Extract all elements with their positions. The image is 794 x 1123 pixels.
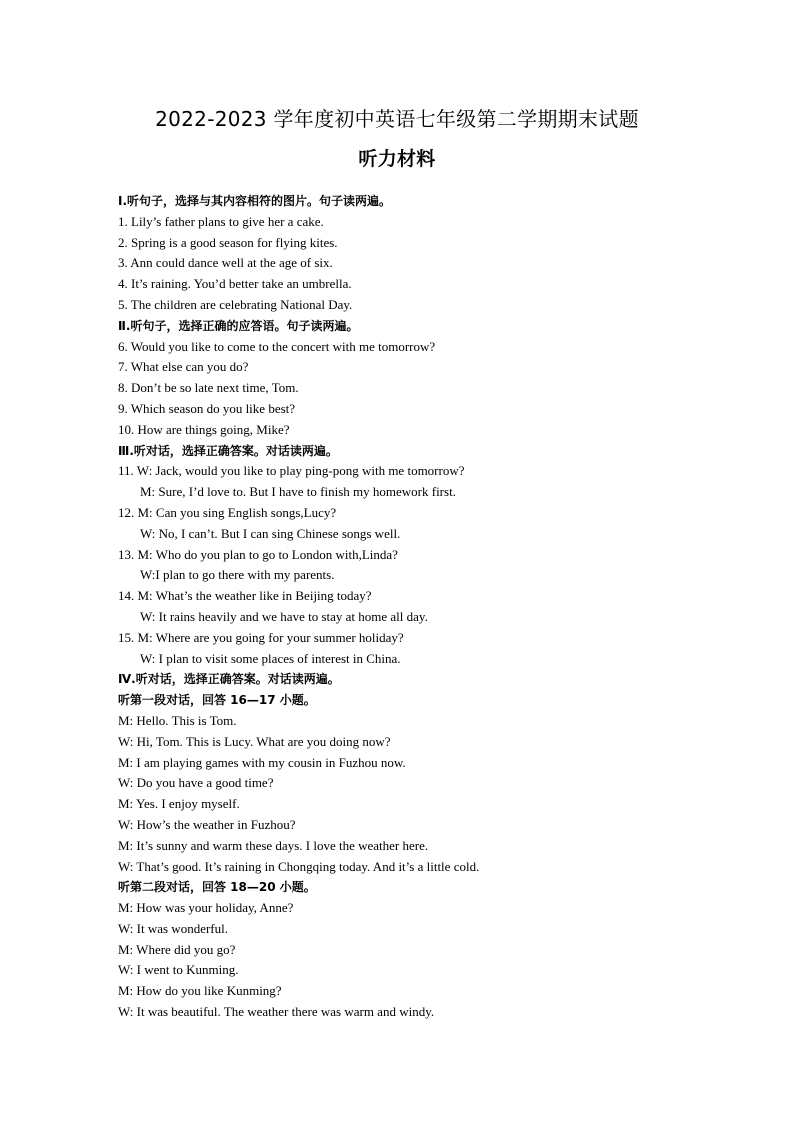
text-line: 6. Would you like to come to the concert with me tomorrow? (118, 338, 436, 354)
text-line: M: I am playing games with my cousin in Fuzhou now. (118, 754, 406, 770)
text-line: 10. How are things going, Mike? (118, 421, 290, 437)
text-line: 4. It’s raining. You’d better take an umbrella. (118, 276, 352, 292)
text-line: W: I plan to visit some places of interest in China. (140, 650, 401, 666)
listening-material-body (118, 191, 678, 1023)
text-line: M: Yes. I enjoy myself. (118, 796, 240, 812)
text-line: 9. Which season do you like best? (118, 400, 296, 416)
section-heading: 听第二段对话，回答 18—20 小题。 (118, 880, 316, 895)
text-line: W: I went to Kunming. (118, 962, 239, 978)
text-line: 11. W: Jack, would you like to play ping-pong with me tomorrow? (118, 463, 465, 479)
section-heading: Ⅲ.听对话，选择正确答案。对话读两遍。 (118, 443, 338, 458)
text-line: 12. M: Can you sing English songs,Lucy? (118, 504, 337, 520)
text-line: M: How do you like Kunming? (118, 983, 282, 999)
text-line: W: It was wonderful. (118, 920, 228, 936)
text-line: M: Where did you go? (118, 941, 236, 957)
text-line: W: It rains heavily and we have to stay at home all day. (140, 608, 428, 624)
section-heading: Ⅳ.听对话，选择正确答案。对话读两遍。 (118, 672, 340, 687)
section-heading: 听第一段对话，回答 16—17 小题。 (118, 693, 316, 708)
text-line: M: Hello. This is Tom. (118, 712, 237, 728)
text-line: W:I plan to go there with my parents. (140, 567, 335, 583)
text-line: M: It’s sunny and warm these days. I love the weather here. (118, 837, 429, 853)
section-heading: Ⅱ.听句子，选择正确的应答语。句子读两遍。 (118, 318, 359, 333)
text-line: W: Do you have a good time? (118, 775, 274, 791)
text-line: 5. The children are celebrating National Day. (118, 296, 353, 312)
text-line: 3. Ann could dance well at the age of six. (118, 255, 333, 271)
text-line: W: That’s good. It’s raining in Chongqing today. And it’s a little cold. (118, 858, 480, 874)
text-line: W: Hi, Tom. This is Lucy. What are you doing now? (118, 733, 391, 749)
text-line: 8. Don’t be so late next time, Tom. (118, 380, 299, 396)
text-line: W: No, I can’t. But I can sing Chinese songs well. (140, 525, 401, 541)
text-line: 15. M: Where are you going for your summer holiday? (118, 629, 404, 645)
text-line: W: It was beautiful. The weather there was warm and windy. (118, 1004, 435, 1020)
document-subtitle: 听力材料 (358, 148, 436, 170)
text-line: 1. Lily’s father plans to give her a cake. (118, 213, 324, 229)
text-line: 14. M: What’s the weather like in Beijing today? (118, 588, 372, 604)
text-line: 7. What else can you do? (118, 359, 249, 375)
text-line: 2. Spring is a good season for flying kites. (118, 234, 338, 250)
section-heading: Ⅰ.听句子，选择与其内容相符的图片。句子读两遍。 (118, 194, 392, 208)
document-title: 2022-2023 学年度初中英语七年级第二学期期末试题 (155, 107, 639, 131)
text-line: 13. M: Who do you plan to go to London with,Linda? (118, 546, 398, 562)
text-line: M: Sure, I’d love to. But I have to finish my homework first. (140, 484, 456, 500)
text-line: W: How’s the weather in Fuzhou? (118, 816, 296, 832)
text-line: M: How was your holiday, Anne? (118, 900, 294, 916)
